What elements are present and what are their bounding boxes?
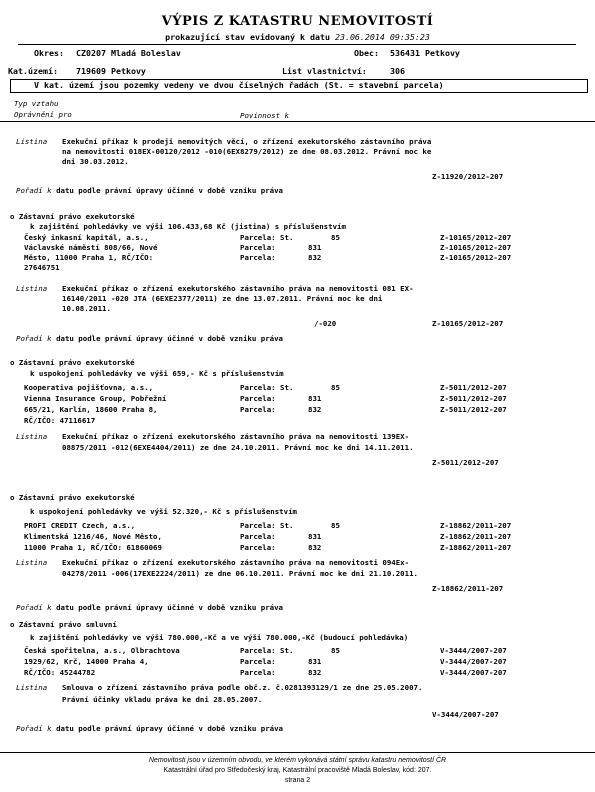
listina-text-line: dni 30.03.2012.: [62, 157, 129, 166]
section-subheading: k uspokojení pohledávky ve výši 52.320,- Kč s příslušenstvím: [30, 507, 297, 516]
bullet-icon: o: [10, 493, 15, 502]
parcel-label: Parcela:: [240, 243, 276, 252]
listina-text-line: 04278/2011 -006(17EXE2224/2011) ze dne 06.10.2011. Právní moc ke dni 21.10.2011.: [62, 569, 418, 578]
party-line: Václavské náměstí 808/66, Nové: [24, 243, 158, 252]
listina-reference: Z-18862/2011-207: [432, 584, 504, 593]
party-line: Český inkasní kapitál, a.s.,: [24, 233, 149, 242]
footer-divider: [0, 752, 595, 753]
page-number: strana 2: [284, 777, 311, 784]
obec-value: 536431 Petkovy: [390, 48, 460, 58]
party-line: RČ/IČO: 47116617: [24, 416, 96, 425]
listina-label: Listina: [16, 558, 48, 567]
parcel-label: Parcela:: [240, 532, 276, 541]
listina-label: Listina: [16, 137, 48, 146]
parcel-reference: V-3444/2007-207: [440, 646, 507, 655]
poradi-text: datu podle právní úpravy účinné v době vzniku práva: [56, 603, 283, 612]
column-opravneni-pro: Oprávnění pro: [14, 110, 72, 119]
section-heading: Zástavní právo exekutorské: [18, 493, 135, 502]
listina-label: Listina: [16, 432, 48, 441]
listina-text-line: Exekuční příkaz o zřízení exekutorského zástavního práva na nemovitosti 139EX-: [62, 432, 410, 441]
listina-text-line: Exekuční příkaz k prodeji nemovitých věcí, o zřízení exekutorského zástavního práva: [62, 137, 432, 146]
footer-line-1: Nemovitosti jsou v územním obvodu, ve kterém vykonává státní správu katastru nemovitostí ČR: [148, 757, 447, 764]
column-povinnost-k: Povinnost k: [240, 111, 289, 120]
parcel-series-note: V kat. území jsou pozemky vedeny ve dvou číselných řadách (St. = stavební parcela): [34, 80, 444, 90]
okres-label: Okres:: [34, 48, 64, 58]
party-line: 665/21, Karlín, 18600 Praha 8,: [24, 405, 158, 414]
parcel-label: Parcela:: [240, 394, 276, 403]
parcel-number: 832: [308, 543, 322, 552]
poradi-label: Pořadí k: [16, 334, 52, 343]
lv-label: List vlastnictví:: [282, 66, 367, 76]
listina-reference: Z-5011/2012-207: [432, 458, 499, 467]
parcel-reference: Z-5011/2012-207: [440, 383, 507, 392]
party-line: 27646751: [24, 263, 60, 272]
party-line: Město, 11000 Praha 1, RČ/IČO:: [24, 253, 154, 262]
poradi-label: Pořadí k: [16, 724, 52, 733]
section-subheading: k uspokojení pohledávky ve výši 659,- Kč s příslušenstvím: [30, 369, 284, 378]
section-entry: [10, 212, 135, 222]
column-typ-vztahu: Typ vztahu: [14, 99, 59, 108]
parcel-label: Parcela:: [240, 657, 276, 666]
document-title: VÝPIS Z KATASTRU NEMOVITOSTÍ: [161, 14, 434, 29]
poradi-label: Pořadí k: [16, 603, 52, 612]
bullet-icon: o: [10, 212, 15, 221]
listina-text-line: 10.08.2011.: [62, 304, 111, 313]
bullet-icon: o: [10, 358, 15, 367]
parcel-label: Parcela: St.: [240, 383, 294, 392]
parcel-number: 832: [308, 405, 322, 414]
parcel-number: 831: [308, 394, 322, 403]
section-entry: [10, 358, 135, 368]
parcel-reference: Z-10165/2012-207: [440, 233, 512, 242]
parcel-reference: Z-10165/2012-207: [440, 243, 512, 252]
listina-text-line: na nemovitosti 018EX-00120/2012 -010(6EX8279/2012) ze dne 08.03.2012. Právní moc ke: [62, 147, 432, 156]
listina-text-line: 16140/2011 -020 JTA (6EXE2377/2011) ze dne 13.07.2011. Právní moc ke dni: [62, 294, 383, 303]
party-line: Česká spořitelna, a.s., Olbrachtova: [24, 646, 180, 655]
listina-mid-ref: /-020: [314, 319, 337, 328]
footer-line-2: Katastrální úřad pro Středočeský kraj, Katastrální pracoviště Mladá Boleslav, kód: 207.: [163, 767, 432, 774]
ku-value: 719609 Petkovy: [76, 66, 146, 76]
parcel-number: 831: [308, 657, 322, 666]
poradi-line: [16, 603, 283, 613]
party-line: 1929/62, Krč, 14000 Praha 4,: [24, 657, 149, 666]
parcel-label: Parcela:: [240, 405, 276, 414]
party-line: Klimentská 1216/46, Nové Město,: [24, 532, 162, 541]
parcel-number: 832: [308, 668, 322, 677]
listina-text-line: Právní účinky vkladu práva ke dni 28.05.2007.: [62, 695, 263, 704]
parcel-label: Parcela: St.: [240, 233, 294, 242]
listina-reference: Z-10165/2012-207: [432, 319, 504, 328]
parcel-reference: Z-10165/2012-207: [440, 253, 512, 262]
column-divider: [0, 121, 595, 122]
poradi-text: datu podle právní úpravy účinné v době vzniku práva: [56, 334, 283, 343]
party-line: RČ/IČO: 45244782: [24, 668, 96, 677]
parcel-number: 831: [308, 532, 322, 541]
parcel-number: 85: [331, 521, 340, 530]
parcel-label: Parcela:: [240, 253, 276, 262]
subtitle-prefix: prokazující stav evidovaný k datu: [165, 32, 330, 42]
parcel-number: 832: [308, 253, 322, 262]
section-subheading: k zajištění pohledávky ve výši 106.433,68 Kč (jistina) s příslušenstvím: [30, 222, 346, 231]
parcel-number: 85: [331, 646, 340, 655]
parcel-label: Parcela:: [240, 543, 276, 552]
listina-reference: Z-11920/2012-207: [432, 172, 504, 181]
listina-text-line: Exekuční příkaz o zřízení exekutorského zástavního práva na nemovitosti 094Ex-: [62, 558, 410, 567]
poradi-line: [16, 334, 283, 344]
section-subheading: k zajištění pohledávky ve výši 780.000,-Kč a ve výši 780.000,-Kč (budoucí pohledávka): [30, 633, 409, 642]
parcel-reference: Z-5011/2012-207: [440, 405, 507, 414]
party-line: Kooperativa pojišťovna, a.s.,: [24, 383, 154, 392]
lv-value: 306: [390, 66, 405, 76]
bullet-icon: o: [10, 620, 15, 629]
listina-label: Listina: [16, 284, 48, 293]
ku-label: Kat.území:: [8, 66, 58, 76]
parcel-reference: Z-18862/2011-207: [440, 532, 512, 541]
parcel-reference: Z-18862/2011-207: [440, 543, 512, 552]
poradi-line: [16, 724, 283, 734]
section-entry: [10, 493, 135, 503]
parcel-number: 85: [331, 383, 340, 392]
document-subtitle: [0, 32, 595, 43]
parcel-reference: Z-5011/2012-207: [440, 394, 507, 403]
section-entry: [10, 620, 117, 630]
party-line: PROFI CREDIT Czech, a.s.,: [24, 521, 136, 530]
party-line: Vienna Insurance Group, Pobřežní: [24, 394, 167, 403]
parcel-reference: V-3444/2007-207: [440, 668, 507, 677]
poradi-text: datu podle právní úpravy účinné v době vzniku práva: [56, 186, 283, 195]
parcel-reference: Z-18862/2011-207: [440, 521, 512, 530]
poradi-text: datu podle právní úpravy účinné v době vzniku práva: [56, 724, 283, 733]
obec-label: Obec:: [354, 48, 379, 58]
parcel-number: 831: [308, 243, 322, 252]
okres-value: CZ0207 Mladá Boleslav: [76, 48, 181, 58]
parcel-number: 85: [331, 233, 340, 242]
listina-text-line: 08875/2011 -012(6EXE4404/2011) ze dne 24.10.2011. Právní moc ke dni 14.11.2011.: [62, 443, 414, 452]
listina-text-line: Smlouva o zřízení zástavního práva podle obč.z. č.0281393129/1 ze dne 25.05.2007.: [62, 683, 423, 692]
subtitle-date: 23.06.2014 09:35:23: [334, 32, 430, 42]
listina-text-line: Exekuční příkaz o zřízení exekutorského zástavního práva na nemovitosti 081 EX-: [62, 284, 414, 293]
poradi-label: Pořadí k: [16, 186, 52, 195]
parcel-label: Parcela:: [240, 668, 276, 677]
parcel-label: Parcela: St.: [240, 521, 294, 530]
parcel-label: Parcela: St.: [240, 646, 294, 655]
party-line: 11000 Praha 1, RČ/IČO: 61860069: [24, 543, 162, 552]
poradi-line: [16, 186, 283, 196]
section-heading: Zástavní právo exekutorské: [18, 358, 135, 367]
section-heading: Zástavní právo smluvní: [18, 620, 117, 629]
listina-label: Listina: [16, 683, 48, 692]
parcel-reference: V-3444/2007-207: [440, 657, 507, 666]
section-heading: Zástavní právo exekutorské: [18, 212, 135, 221]
listina-reference: V-3444/2007-207: [432, 710, 499, 719]
header-divider: [18, 44, 576, 45]
